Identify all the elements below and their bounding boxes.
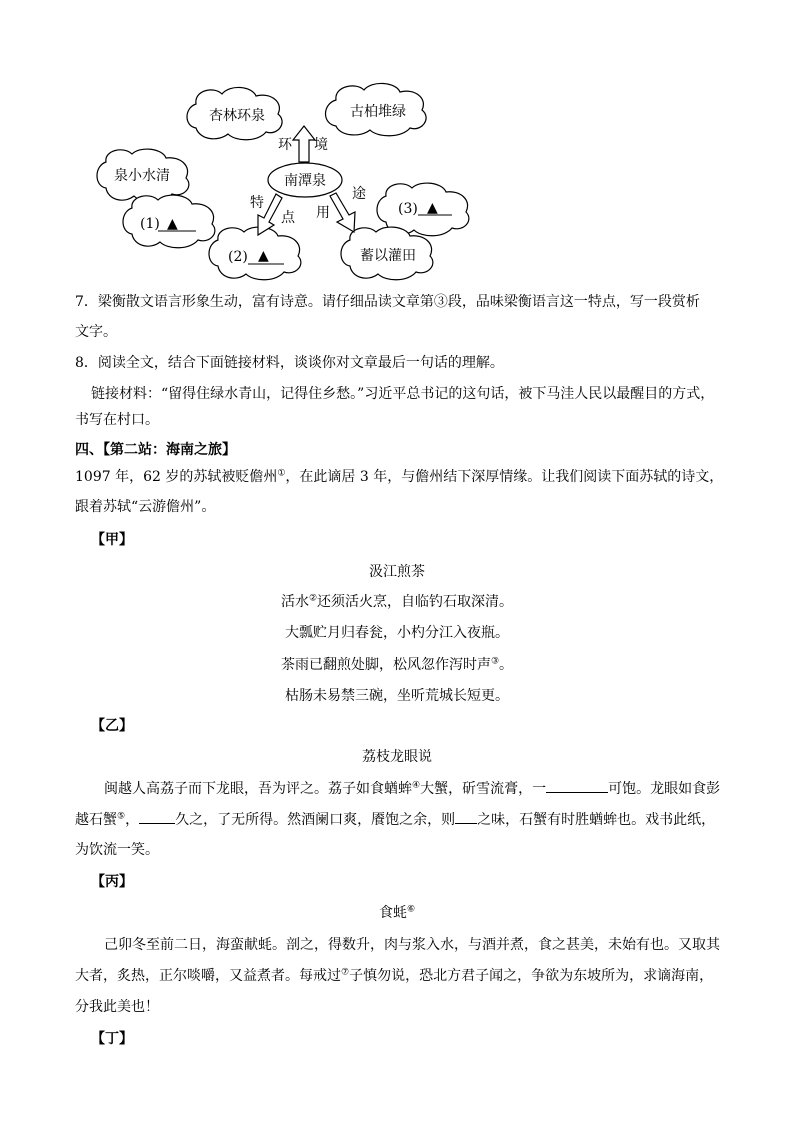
footnote-marker-5: ⑤: [117, 811, 126, 822]
cloud-blank-1: [123, 195, 215, 248]
label-yi: 【乙】: [91, 718, 133, 734]
arrow-label-trait-2: 点: [281, 210, 295, 226]
fill-blank-3[interactable]: [455, 809, 477, 824]
fill-blank-2[interactable]: [139, 809, 175, 824]
yi-line-2-d: 之味，石蟹有时胜蝤蛑也。戏书此纸，: [477, 812, 716, 828]
bing-paragraph-line-1: 己卯冬至前二日，海蛮献蚝。剖之，得数升，肉与浆入水，与酒并煮，食之甚美，未始有也。又取其: [104, 937, 720, 953]
arrow-label-env-1: 环: [278, 137, 292, 153]
bing-paragraph-line-3: 分我此美也！: [75, 999, 159, 1015]
section-intro-line-2: 跟着苏轼“云游儋州”。: [75, 499, 216, 515]
arrow-label-env-2: 境: [314, 137, 328, 153]
prose-title-yi: 荔枝龙眼说: [362, 749, 432, 765]
label-xinglin: 杏林环泉: [209, 108, 265, 124]
center-node: [268, 163, 342, 197]
mind-map-diagram: [0, 0, 794, 290]
yi-line-1-a: 闽越人高荔子而下龙眼，吾为评之。荔子如食蝤蛑: [104, 781, 412, 797]
label-ding: 【丁】: [91, 1031, 133, 1047]
intro-text-a: 1097 年，62 岁的苏轼被贬儋州: [75, 469, 278, 485]
bing-line-2-a: 大者，炙热，正尔啖嚼，又益煮者。每戒过: [75, 968, 341, 984]
arrow-environment: [293, 126, 315, 162]
poem-line-2: 大瓢贮月归春瓮，小杓分江入夜瓶。: [285, 625, 509, 641]
yi-paragraph-line-3: 为饮流一笑。: [75, 842, 159, 858]
arrow-label-trait-1: 特: [250, 195, 264, 211]
footnote-marker-2: ②: [308, 593, 318, 604]
yi-paragraph-line-2: [75, 809, 765, 830]
q7-line-1: 7．梁衡散文语言形象生动，富有诗意。请仔细品读文章第③段，品味梁衡语言这一特点，写一段赏析: [75, 294, 700, 310]
cloud-quanxiao: [97, 149, 189, 202]
footnote-marker-7: ⑦: [341, 967, 350, 978]
label-jia: 【甲】: [91, 532, 133, 548]
q8-line-1: 8．阅读全文，结合下面链接材料，谈谈你对文章最后一句话的理解。: [75, 355, 504, 371]
yi-line-1-c: 可饱。龙眼如食彭: [608, 781, 721, 797]
yi-line-2-c: 久之，了无所得。然酒阑口爽，餍饱之余，则: [175, 812, 456, 828]
prose-title-bing: [0, 903, 794, 923]
q8-line-3: 书写在村口。: [75, 412, 159, 428]
arrow-label-use-1: 途: [352, 186, 366, 202]
yi-line-2-b: ，: [125, 812, 140, 828]
arrow-label-use-2: 用: [316, 205, 330, 221]
label-quanxiao: 泉小水清: [114, 168, 170, 184]
poem-line-3-a: 茶雨已翻煎处脚，松风忽作泻时声: [280, 657, 491, 673]
label-gubai: 古柏堆绿: [350, 104, 406, 120]
triangle-1: ▲: [167, 216, 178, 232]
poem-line-1-a: 活水: [280, 594, 309, 610]
section-intro-line-1: [75, 467, 765, 487]
footnote-marker-4: ④: [412, 780, 421, 791]
yi-line-2-a: 越石蟹: [75, 812, 117, 828]
label-center: 南潭泉: [284, 173, 326, 189]
label-blank-1: (1): [140, 216, 160, 232]
label-blank-3: (3): [398, 201, 418, 217]
label-blank-2: (2): [228, 249, 248, 265]
poem-line-3-b: 。: [499, 657, 514, 673]
poem-line-4: 枯肠未易禁三碗，坐听荒城长短更。: [285, 688, 509, 704]
footnote-marker-3: ③: [490, 656, 500, 667]
poem-line-1-b: 还须活火烹，自临钓石取深清。: [317, 594, 514, 610]
label-bing: 【丙】: [91, 874, 133, 890]
cloud-xuyi: [341, 227, 433, 280]
yi-paragraph-line-1: [104, 778, 794, 799]
footnote-marker-1: ①: [277, 468, 286, 479]
section-heading: 四、【第二站：海南之旅】: [75, 442, 236, 458]
cloud-xinglin: [187, 87, 282, 139]
cloud-gubai: [326, 83, 427, 135]
bing-title-text: 食蚝: [378, 905, 407, 921]
poem-line-3: [0, 655, 794, 675]
fill-blank-1[interactable]: [546, 778, 608, 793]
q8-line-2: 链接材料：“留得住绿水青山，记得住乡愁。”习近平总书记的这句话，被下马洼人民以最醒目的方式，: [91, 386, 715, 402]
bing-paragraph-line-2: [75, 966, 765, 986]
q7-line-2: 文字。: [75, 324, 117, 340]
yi-line-1-b: 大蟹，斫雪流膏，一: [420, 781, 547, 797]
cloud-blank-2: [209, 227, 301, 280]
poem-line-1: [0, 592, 794, 612]
poem-title-jia: 汲江煎茶: [369, 564, 425, 580]
triangle-2: ▲: [258, 248, 269, 264]
intro-text-b: ，在此谪居 3 年，与儋州结下深厚情缘。让我们阅读下面苏轼的诗文，: [285, 469, 724, 485]
bing-line-2-b: 子慎勿说，恐北方君子闻之，争欲为东坡所为，求谪海南，: [349, 968, 714, 984]
footnote-marker-6: ⑥: [406, 904, 416, 915]
label-xuyi: 蓄以灌田: [360, 248, 416, 264]
triangle-3: ▲: [427, 200, 438, 216]
